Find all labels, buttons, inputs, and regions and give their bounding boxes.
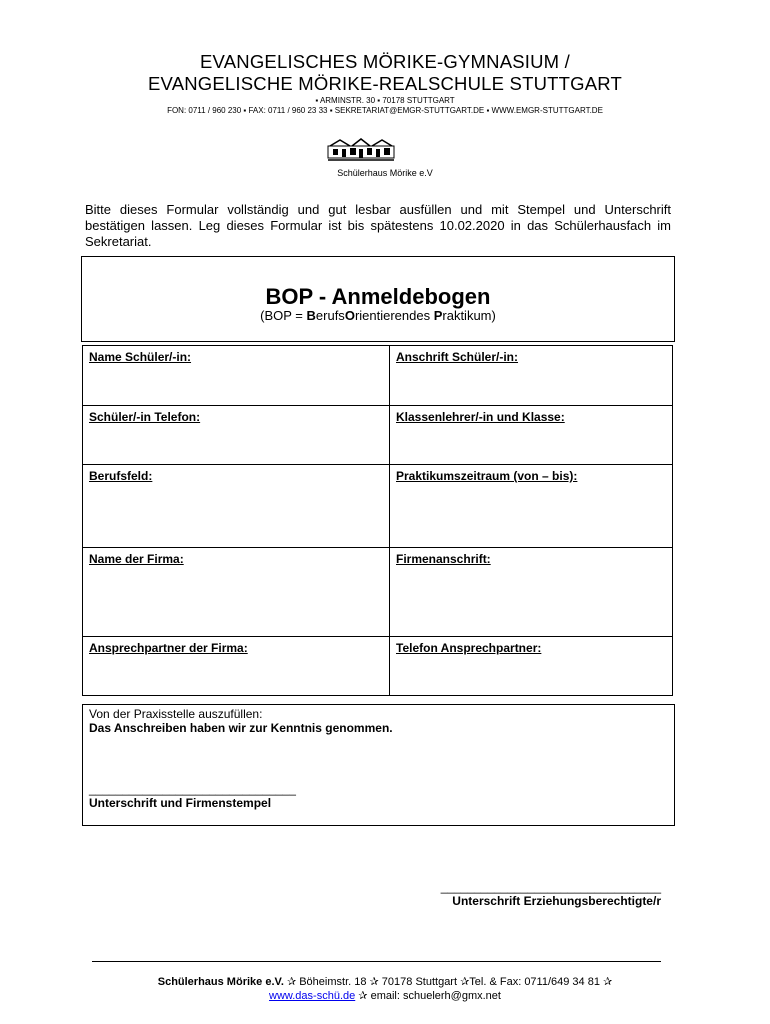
student-name-field[interactable]: Name Schüler/-in: <box>83 346 390 406</box>
table-row <box>83 548 673 637</box>
internship-period-field[interactable]: Praktikumszeitraum (von – bis): <box>390 465 673 548</box>
company-signature-label: Unterschrift und Firmenstempel <box>89 796 272 810</box>
intro-text: Bitte dieses Formular vollständig und gut lesbar ausfüllen und mit Stempel und Unterschrift bestätigen lassen. Leg dieses Formular ist bis spätestens 10.02.2020 in das Schülerhausfach im Sekretariat. <box>85 202 671 249</box>
footer-divider <box>92 961 661 962</box>
contact-person-field[interactable]: Ansprechpartner der Firma: <box>83 637 390 696</box>
company-name-field[interactable]: Name der Firma: <box>83 548 390 637</box>
student-phone-field[interactable]: Schüler/-in Telefon: <box>83 406 390 465</box>
praxis-label: Von der Praxisstelle auszufüllen: <box>89 707 263 721</box>
table-row <box>83 465 673 548</box>
form-title: BOP - Anmeldebogen <box>265 284 491 309</box>
footer-website-link[interactable]: www.das-schü.de <box>269 990 356 1002</box>
school-name-line1: EVANGELISCHES MÖRIKE-GYMNASIUM / <box>200 51 570 72</box>
praxis-statement: Das Anschreiben haben wir zur Kenntnis genommen. <box>89 721 393 735</box>
company-confirmation-box <box>82 704 675 826</box>
class-teacher-field[interactable]: Klassenlehrer/-in und Klasse: <box>390 406 673 465</box>
form-subtitle: (BOP = BerufsOrientierendes Praktikum) <box>260 308 496 323</box>
schuelerhaus-logo-icon <box>326 138 396 162</box>
student-address-field[interactable]: Anschrift Schüler/-in: <box>390 346 673 406</box>
table-row <box>83 637 673 696</box>
school-address: ▪ ARMINSTR. 30 ▪ 70178 STUTTGART <box>315 96 455 105</box>
table-row <box>83 406 673 465</box>
contact-phone-field[interactable]: Telefon Ansprechpartner: <box>390 637 673 696</box>
footer-address: ✰ Böheimstr. 18 ✰ 70178 Stuttgart ✰Tel. & Fax: 0711/649 34 81 ✰ <box>283 976 613 988</box>
footer-line2 <box>0 989 770 1002</box>
career-field-field[interactable]: Berufsfeld: <box>83 465 390 548</box>
form-title-box <box>81 256 675 342</box>
table-row <box>83 346 673 406</box>
footer-line1 <box>0 975 770 988</box>
registration-fields-table <box>82 345 673 696</box>
school-name-line2: EVANGELISCHE MÖRIKE-REALSCHULE STUTTGART <box>147 73 622 94</box>
footer-email: ✰ email: schuelerh@gmx.net <box>355 990 501 1002</box>
company-address-field[interactable]: Firmenanschrift: <box>390 548 673 637</box>
footer-org: Schülerhaus Mörike e.V. <box>157 976 284 988</box>
guardian-signature-line[interactable]: _________________________________ <box>440 880 661 894</box>
logo-caption: Schülerhaus Mörike e.V <box>337 168 433 178</box>
guardian-signature-label: Unterschrift Erziehungsberechtigte/r <box>452 894 661 908</box>
company-signature-line[interactable]: _______________________________ <box>89 782 296 796</box>
school-contact: FON: 0711 / 960 230 ▪ FAX: 0711 / 960 23 33 ▪ SEKRETARIAT@EMGR-STUTTGART.DE ▪ WWW.EMGR-STUTTGART.DE <box>167 106 603 115</box>
